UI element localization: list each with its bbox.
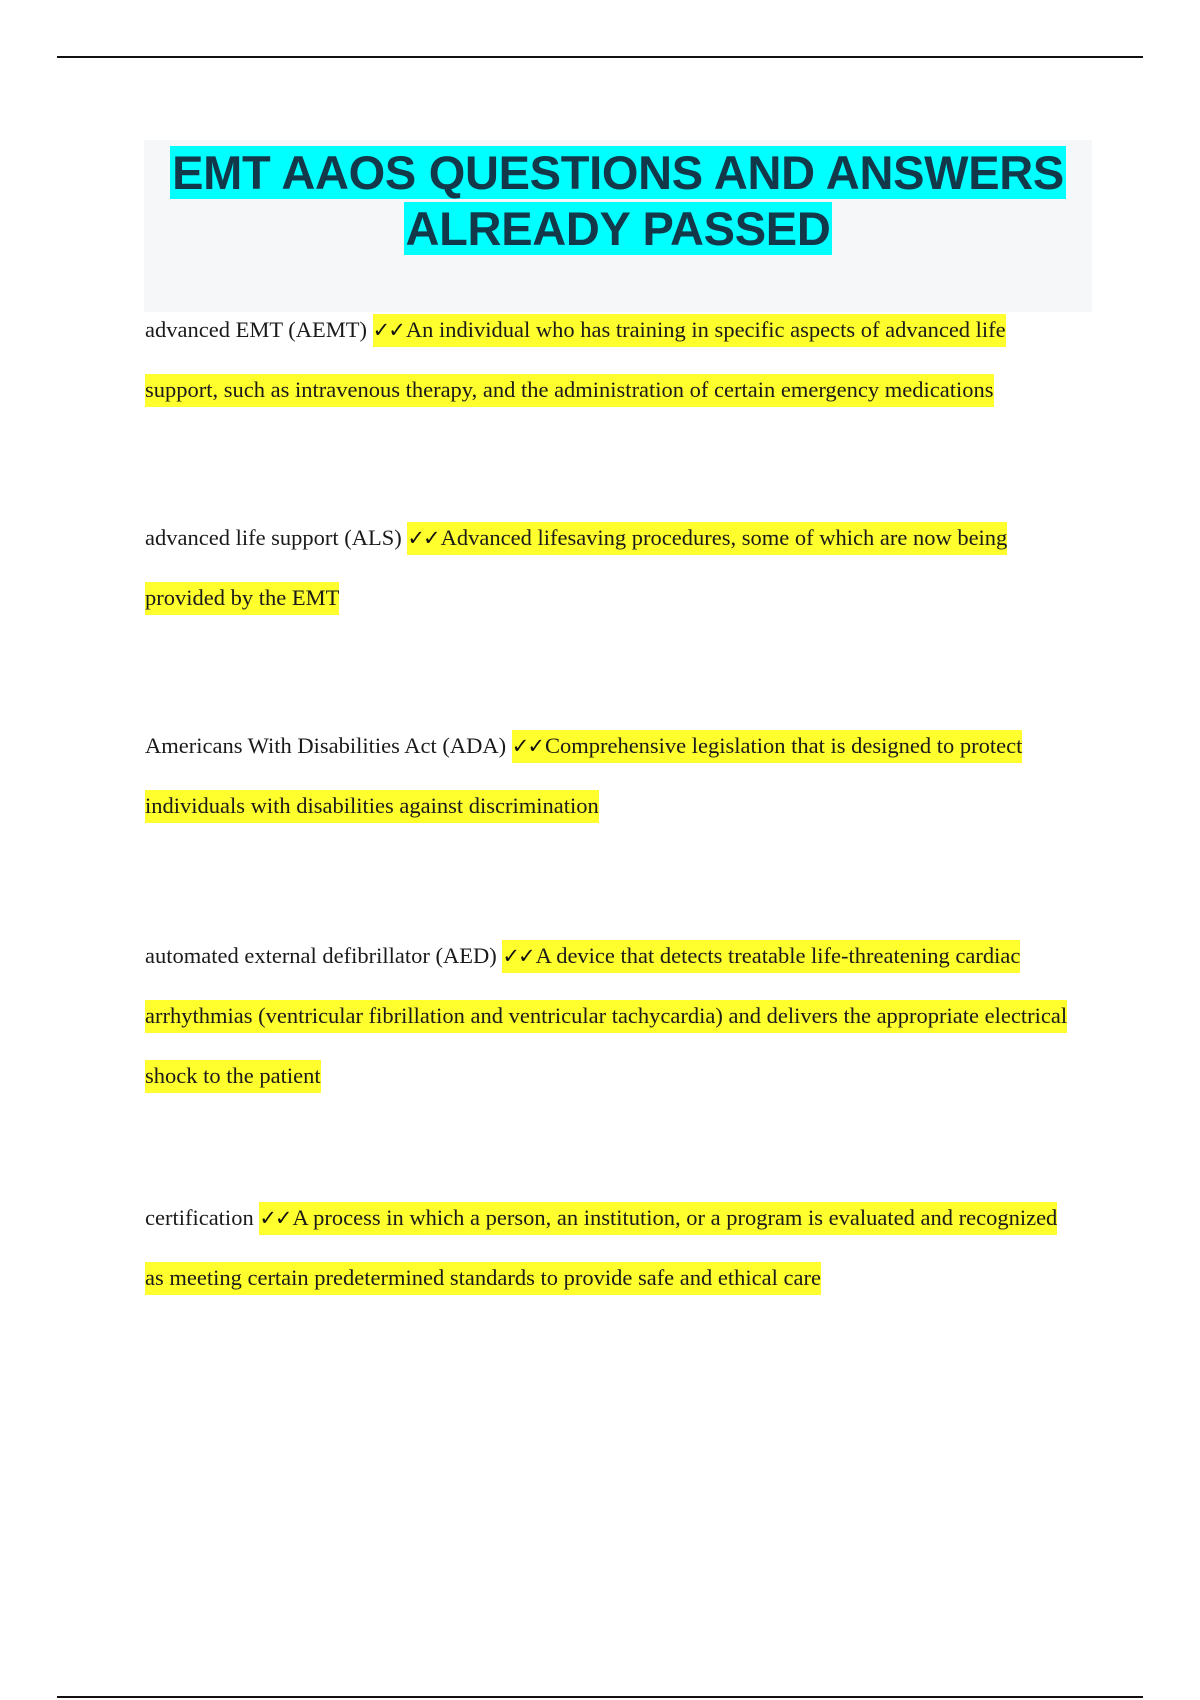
- entry-term: certification: [145, 1205, 254, 1230]
- entry-term: Americans With Disabilities Act (ADA): [145, 733, 507, 758]
- page-title: [144, 140, 1092, 257]
- entry-term: advanced EMT (AEMT): [145, 317, 368, 342]
- title-line-2: ALREADY PASSED: [405, 202, 831, 255]
- check-mark-icon: ✓✓: [407, 526, 439, 550]
- qa-entry: [145, 508, 1080, 628]
- check-mark-icon: ✓✓: [502, 944, 534, 968]
- entry-answer: A process in which a person, an institution, or a program is evaluated and recognized as meeting certain predetermined standards to provide safe and ethical care: [145, 1205, 1058, 1290]
- entry-answer: Advanced lifesaving procedures, some of which are now being provided by the EMT: [145, 525, 1008, 610]
- qa-entry: [145, 926, 1080, 1106]
- entry-answer-highlight: [145, 1202, 1057, 1295]
- qa-entry: [145, 1188, 1080, 1308]
- bottom-divider: [57, 1696, 1143, 1698]
- top-divider: [57, 56, 1143, 58]
- entry-answer: A device that detects treatable life-threatening cardiac arrhythmias (ventricular fibrillation and ventricular tachycardia) and delivers the appropriate electrical shock to the patient: [145, 943, 1068, 1088]
- entry-term: automated external defibrillator (AED): [145, 943, 497, 968]
- qa-entry: [145, 300, 1080, 420]
- entry-term: advanced life support (ALS): [145, 525, 402, 550]
- check-mark-icon: ✓✓: [259, 1206, 291, 1230]
- qa-entry: [145, 716, 1080, 836]
- entry-answer: Comprehensive legislation that is designed to protect individuals with disabilities against discrimination: [145, 733, 1023, 818]
- title-line-1: EMT AAOS QUESTIONS AND ANSWERS: [172, 146, 1064, 199]
- check-mark-icon: ✓✓: [511, 734, 543, 758]
- title-block: [144, 140, 1092, 312]
- check-mark-icon: ✓✓: [372, 318, 404, 342]
- entry-answer: An individual who has training in specific aspects of advanced life support, such as intravenous therapy, and the administration of certain emergency medications: [145, 317, 1006, 402]
